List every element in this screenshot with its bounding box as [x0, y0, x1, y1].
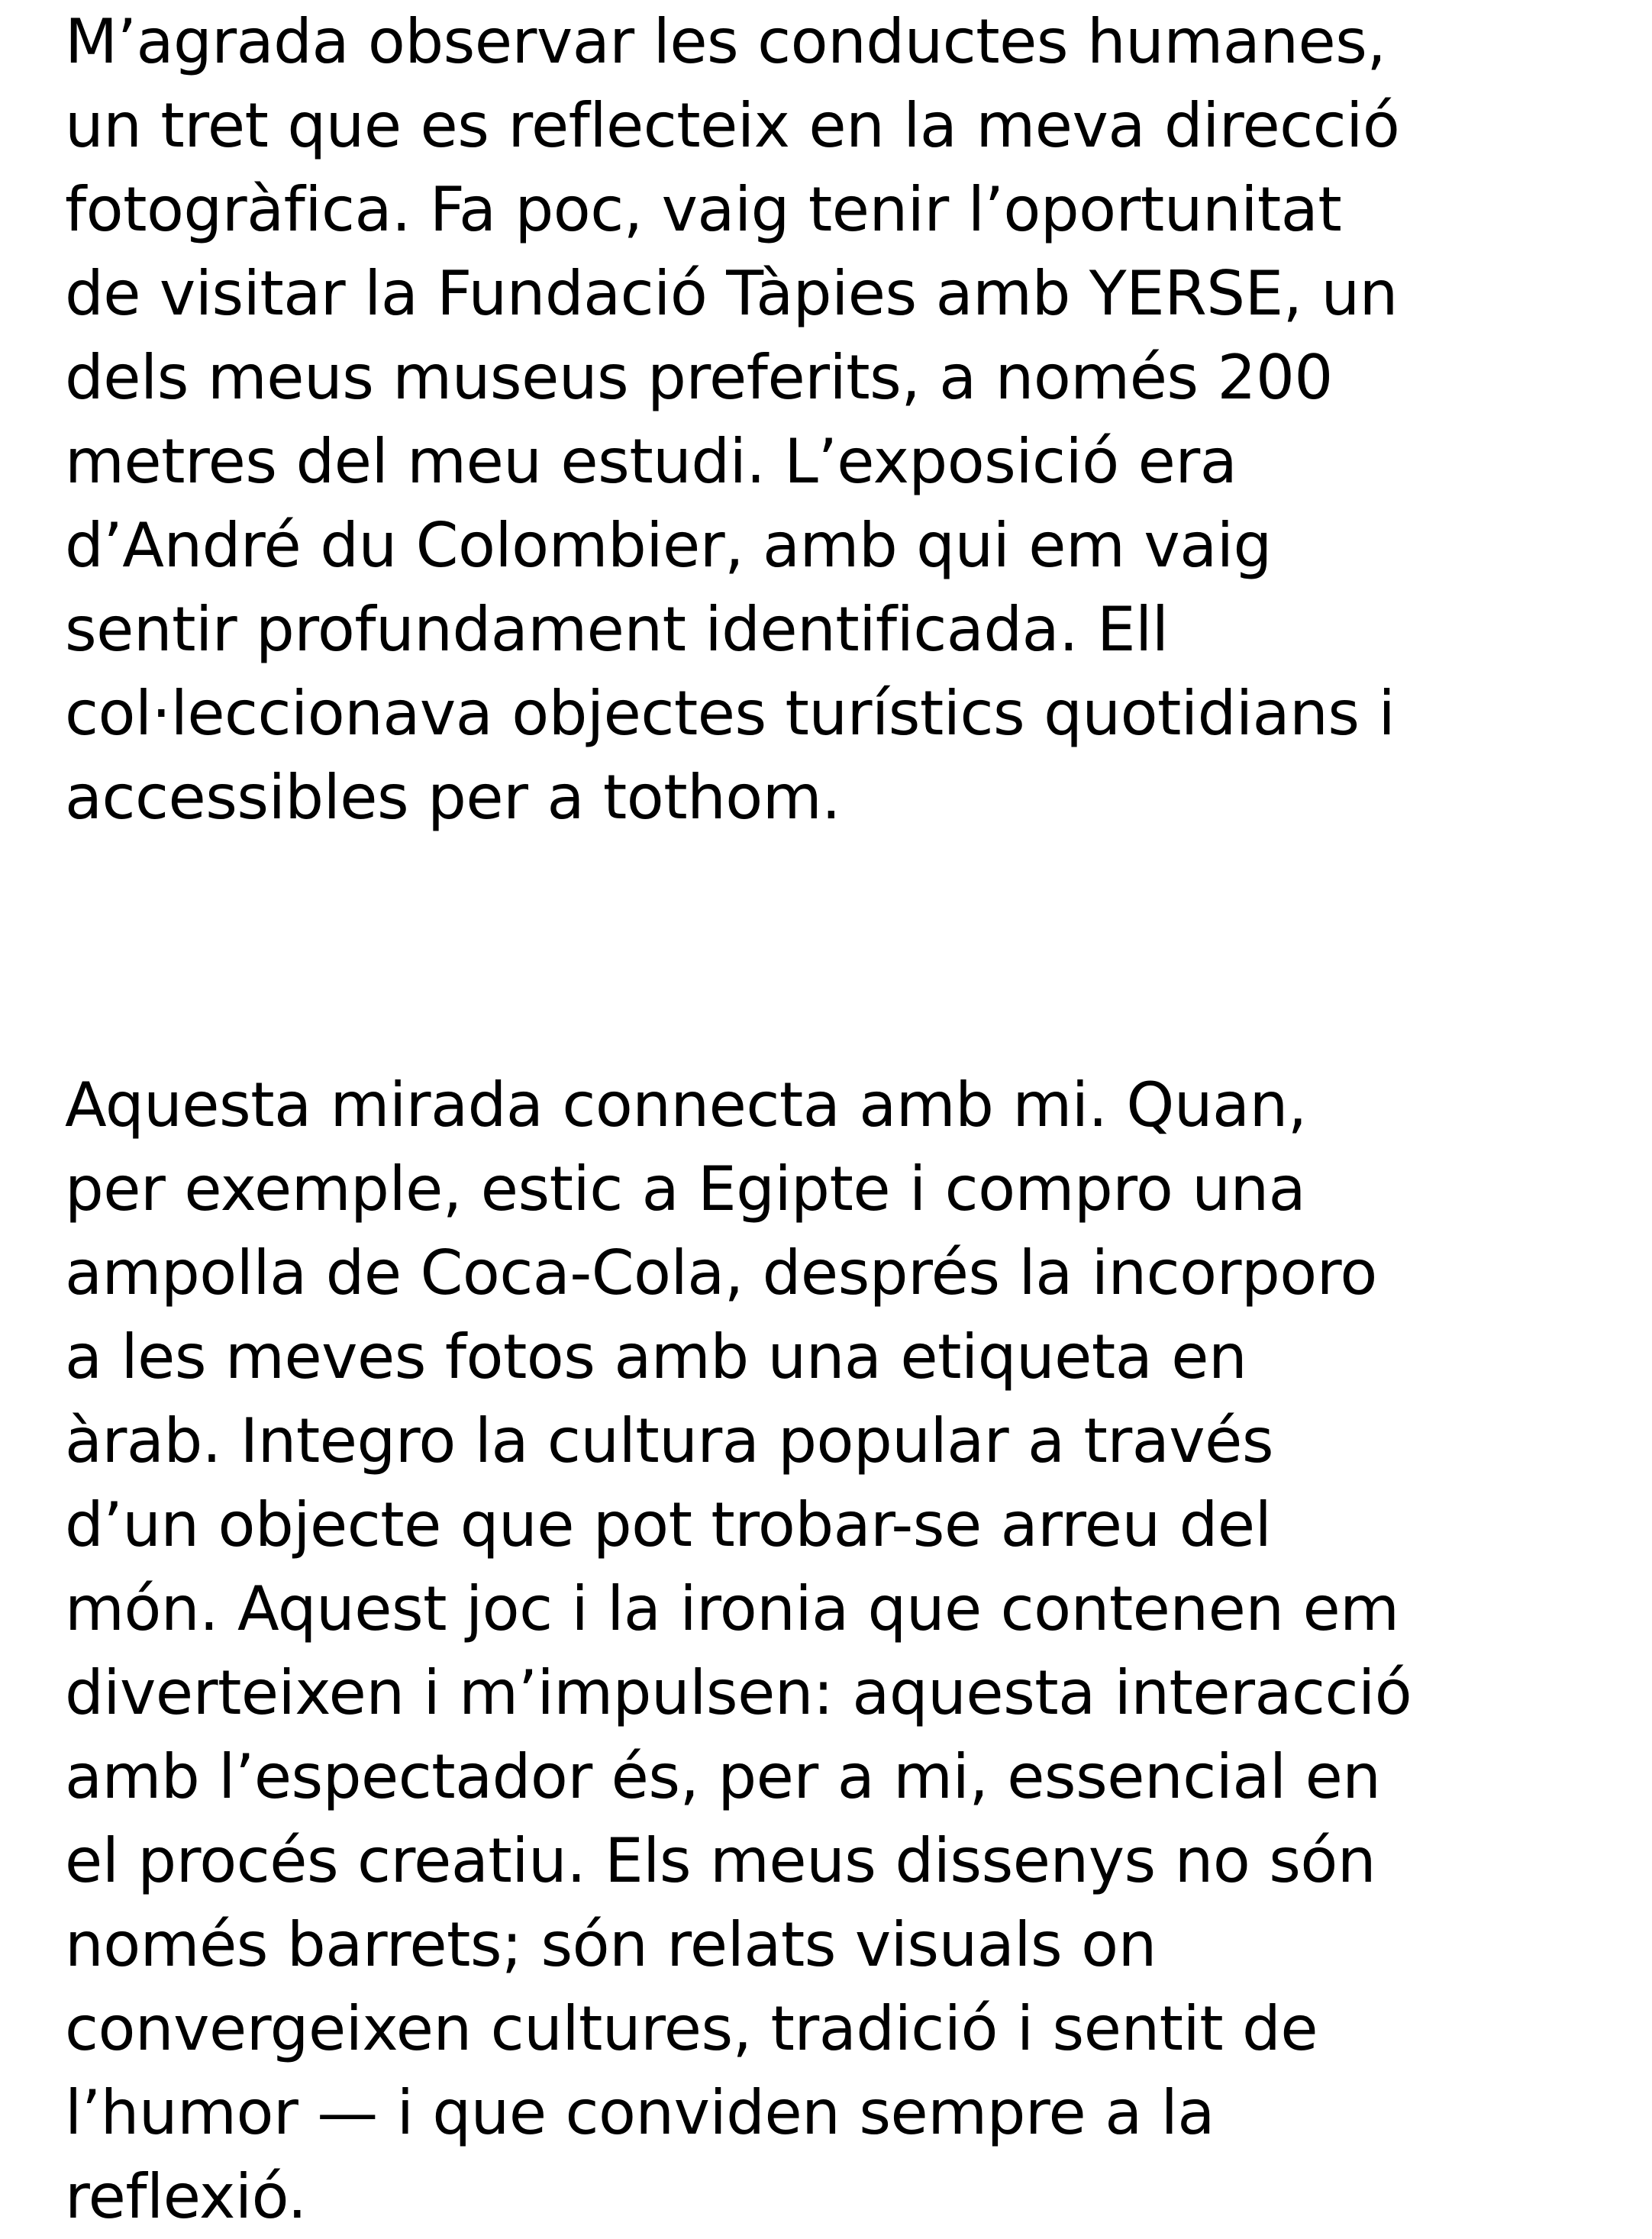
text-line: metres del meu estudi. L’exposició era	[65, 426, 1237, 497]
text-line: l’humor — i que conviden sempre a la	[65, 2077, 1215, 2148]
text-line: a les meves fotos amb una etiqueta en	[65, 1321, 1247, 1392]
text-line: món. Aquest joc i la ironia que contenen em	[65, 1573, 1399, 1644]
text-line: d’un objecte que pot trobar-se arreu del	[65, 1489, 1272, 1560]
text-line: fotogràfica. Fa poc, vaig tenir l’oportunitat	[65, 174, 1342, 245]
text-line: de visitar la Fundació Tàpies amb YERSE, un	[65, 258, 1398, 329]
text-line: dels meus museus preferits, a només 200	[65, 342, 1333, 413]
text-line: només barrets; són relats visuals on	[65, 1909, 1157, 1980]
text-line: Aquesta mirada connecta amb mi. Quan,	[65, 1069, 1307, 1140]
text-line: accessibles per a tothom.	[65, 762, 841, 833]
paragraph-andre-du-colombier	[65, 0, 1399, 840]
text-line: amb l’espectador és, per a mi, essencial en	[65, 1741, 1381, 1812]
text-line: un tret que es reflecteix en la meva direcció	[65, 90, 1400, 161]
text-line: col·leccionava objectes turístics quotidians i	[65, 678, 1395, 749]
text-line: per exemple, estic a Egipte i compro una	[65, 1153, 1306, 1224]
text-line: el procés creatiu. Els meus dissenys no són	[65, 1825, 1376, 1896]
paragraph-popular-culture	[65, 1063, 1412, 2239]
text-line: reflexió.	[65, 2161, 307, 2232]
text-line: sentir profundament identificada. Ell	[65, 594, 1169, 665]
text-line: d’André du Colombier, amb qui em vaig	[65, 510, 1272, 581]
text-line: àrab. Integro la cultura popular a través	[65, 1405, 1274, 1476]
text-line: convergeixen cultures, tradició i sentit de	[65, 1993, 1318, 2064]
text-line: M’agrada observar les conductes humanes,	[65, 6, 1386, 77]
text-line: diverteixen i m’impulsen: aquesta interacció	[65, 1657, 1412, 1728]
text-line: ampolla de Coca-Cola, després la incorporo	[65, 1237, 1377, 1308]
